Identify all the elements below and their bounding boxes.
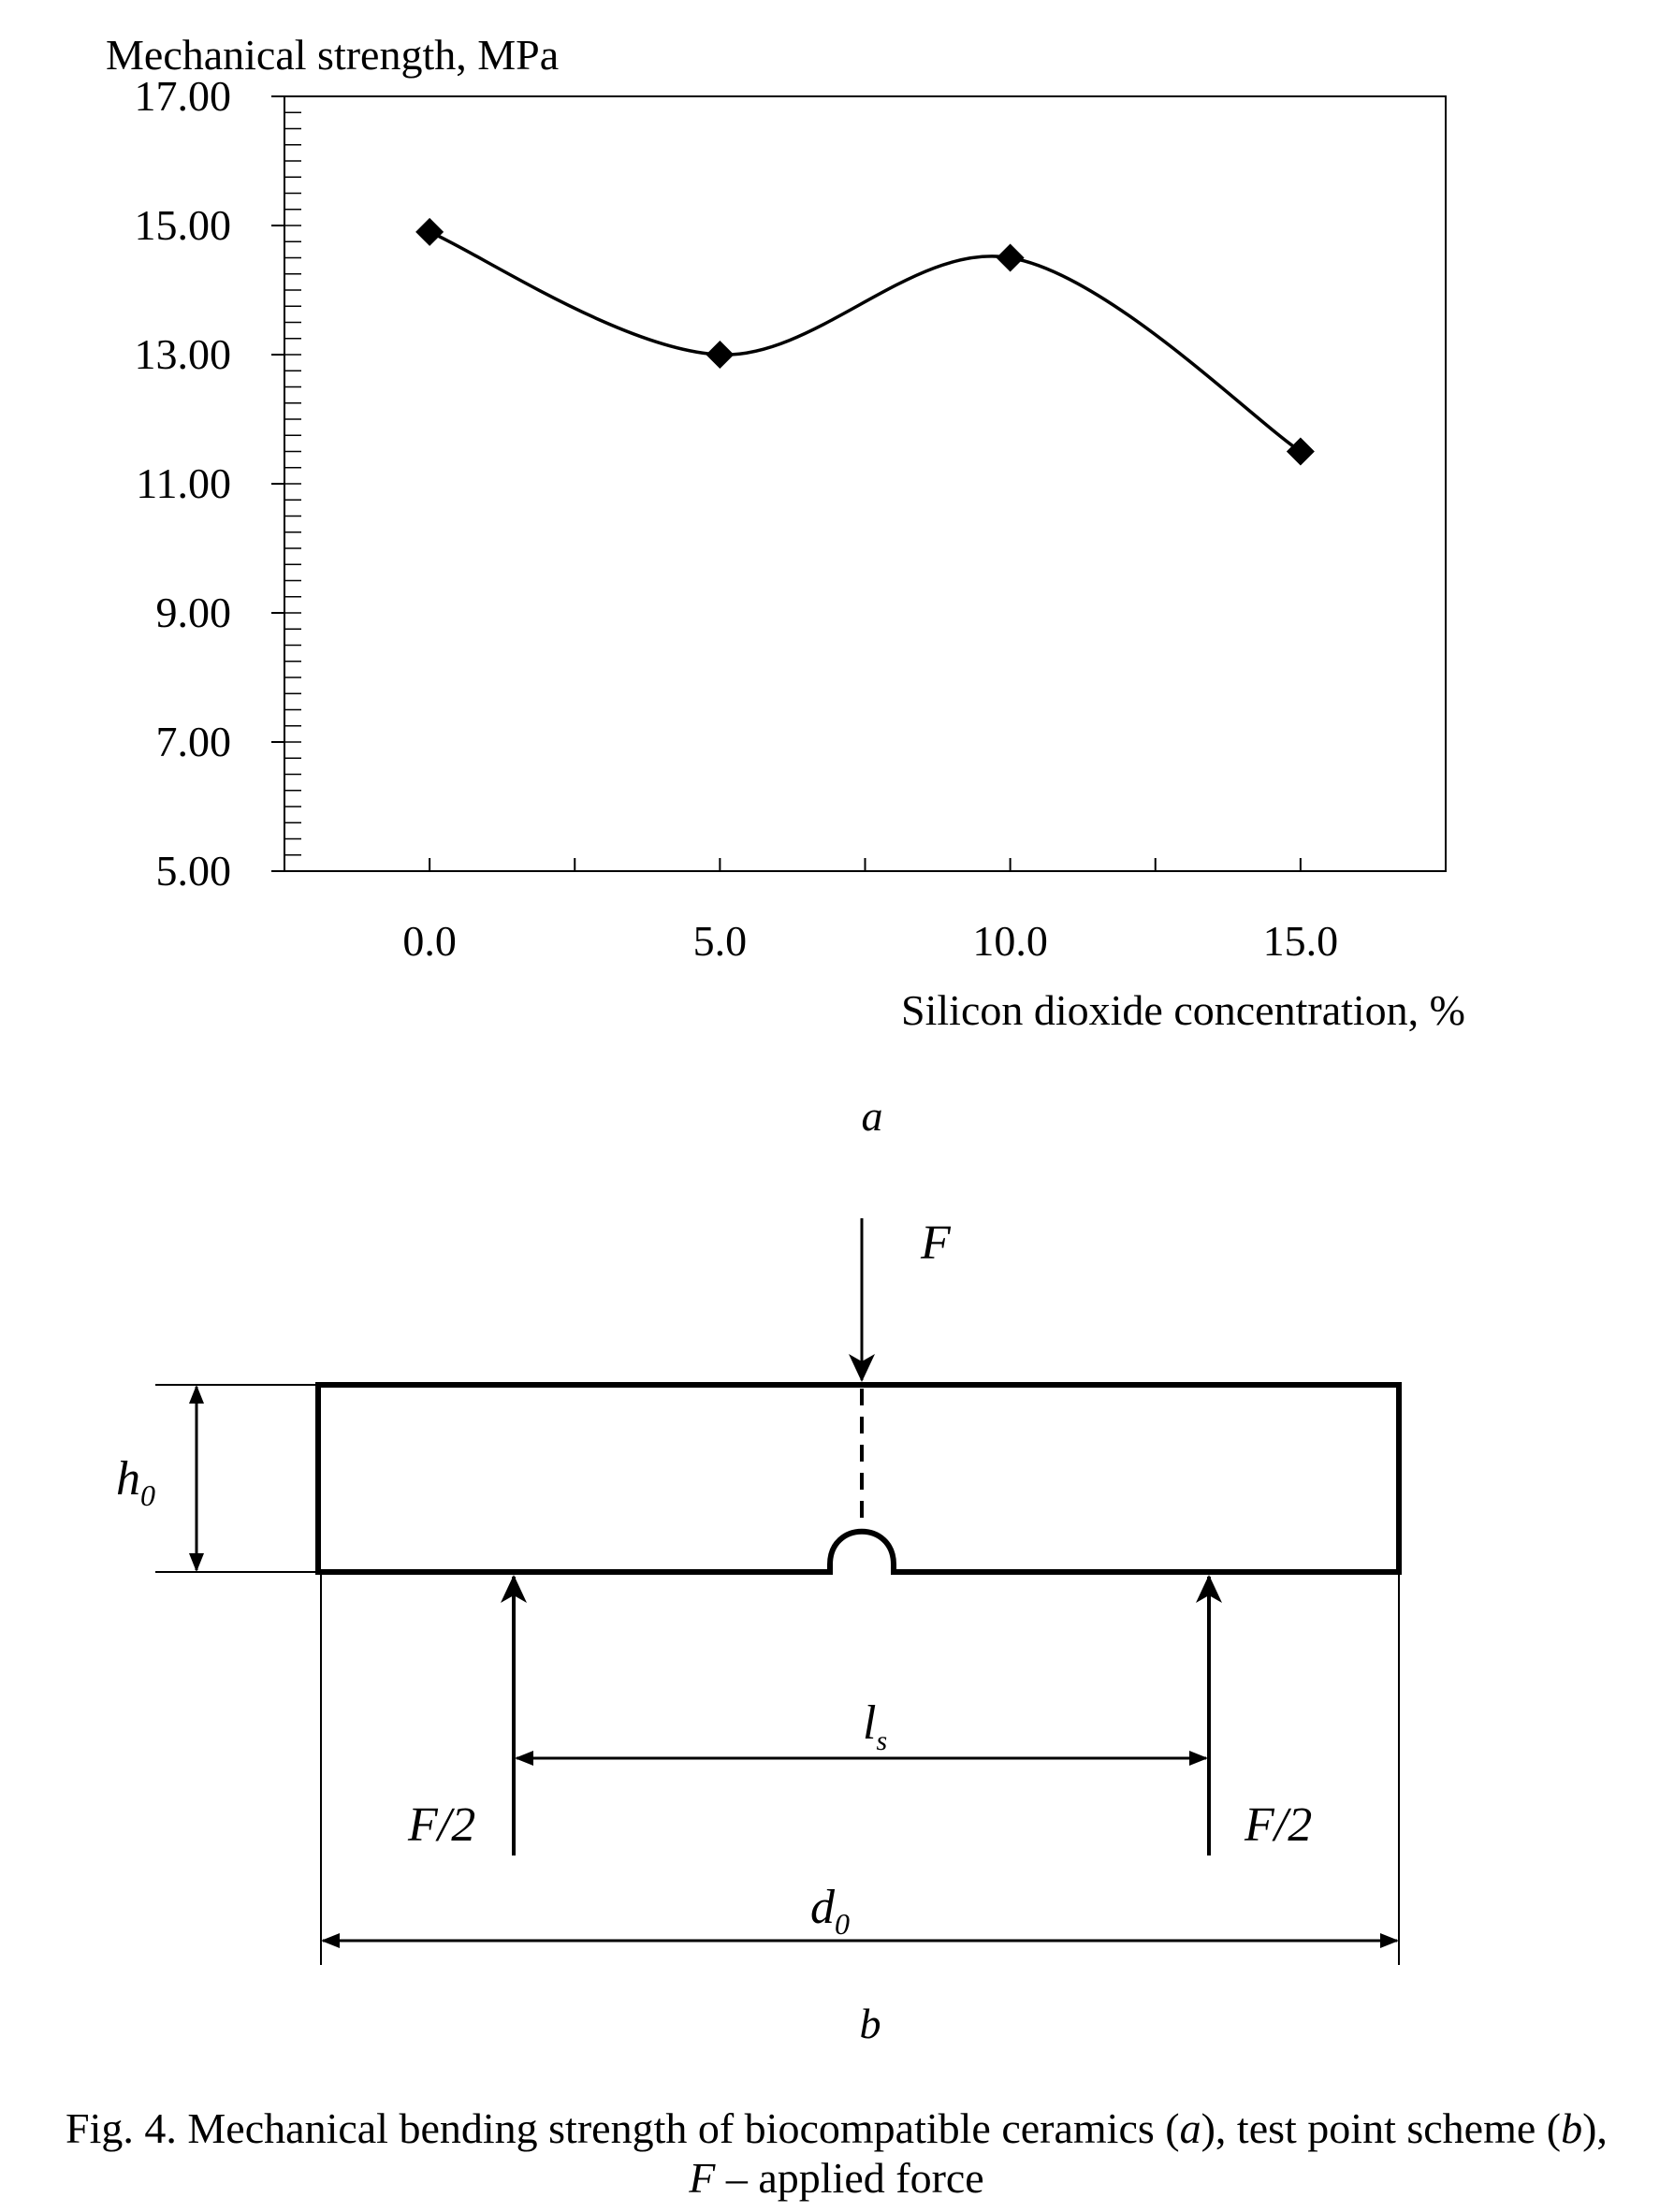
data-markers <box>415 218 1315 466</box>
x-tick-label: 5.0 <box>692 917 748 965</box>
left-half-force-label: F/2 <box>408 1798 476 1852</box>
x-tick-label: 15.0 <box>1262 917 1339 965</box>
y-tick-labels <box>135 72 232 895</box>
data-point-marker <box>415 218 444 246</box>
x-tick-marks <box>284 858 1446 871</box>
panel-b-label: b <box>859 2000 881 2047</box>
y-tick-label: 5.00 <box>155 847 231 895</box>
data-point-marker <box>1287 438 1315 466</box>
data-point-marker <box>997 244 1025 272</box>
y-minor-ticks <box>284 96 301 871</box>
length-label: $d_0$ <box>810 1881 850 1941</box>
x-tick-label: 10.0 <box>972 917 1048 965</box>
bending-test-scheme <box>116 1216 1399 2047</box>
caption-line-2: F – applied force <box>689 2154 984 2202</box>
y-major-ticks <box>271 96 284 871</box>
y-tick-label: 13.00 <box>134 330 231 378</box>
plot-frame <box>284 96 1446 871</box>
strength-chart <box>106 31 1465 1140</box>
height-label: $h_0$ <box>116 1452 155 1512</box>
y-tick-label: 7.00 <box>155 718 231 765</box>
x-tick-label: 0.0 <box>402 917 457 965</box>
x-axis-title: Silicon dioxide concentration, % <box>901 986 1465 1034</box>
span-label: $l_s$ <box>863 1696 888 1756</box>
y-tick-label: 9.00 <box>155 589 231 636</box>
specimen-bar <box>318 1385 1399 1572</box>
data-point-marker <box>706 341 734 369</box>
right-half-force-label: F/2 <box>1245 1798 1313 1852</box>
y-tick-label: 17.00 <box>134 72 231 120</box>
panel-a-label: a <box>861 1092 883 1140</box>
y-tick-label: 15.00 <box>134 201 231 249</box>
x-tick-labels <box>402 917 1338 965</box>
strength-curve <box>429 232 1301 452</box>
figure-caption <box>66 2104 1608 2202</box>
y-axis-title: Mechanical strength, MPa <box>106 31 560 79</box>
force-label: F <box>921 1216 951 1270</box>
y-tick-label: 11.00 <box>136 459 231 507</box>
caption-line-1: Fig. 4. Mechanical bending strength of biocompatible ceramics (a), test point scheme (b), <box>66 2104 1608 2152</box>
